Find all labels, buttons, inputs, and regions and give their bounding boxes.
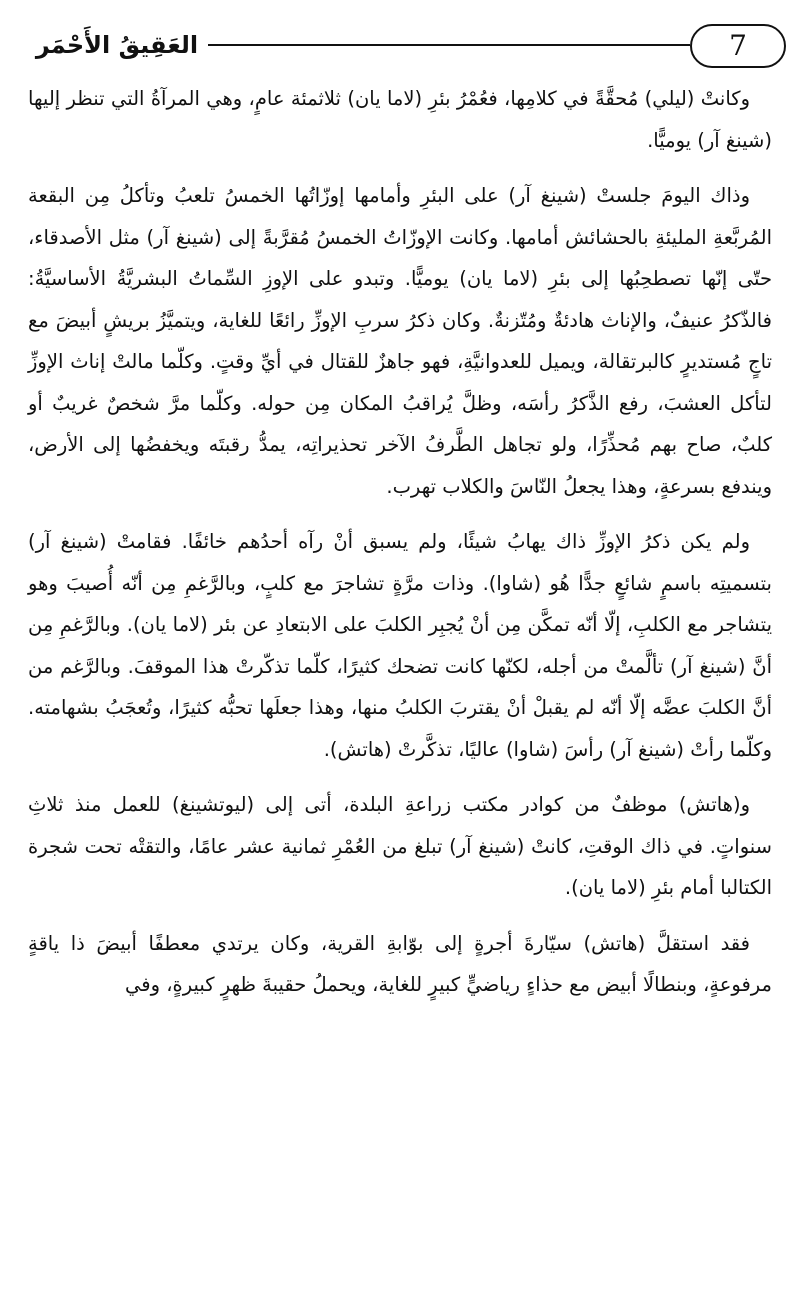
paragraph: و(هاتش) موظفٌ من كوادر مكتب زراعةِ البلدة، أتى إلى (ليوتشينغ) للعمل منذ ثلاثِ سنواتٍ. في ذاك الوقتِ، كانتْ (شينغ آر) تبلغ من العُمْرِ ثمانية عشر عامًا، والتقتْه تحت شجرة الكتالبا أمام بئرِ (لاما يان). — [28, 793, 772, 899]
paragraph: ولم يكن ذكرُ الإوزِّ ذاك يهابُ شيئًا، ولم يسبق أنْ رآه أحدُهم خائفًا. فقامتْ (شينغ آر) بتسميتِه باسمٍ شائعٍ جدًّا هُو (شاوا). وذات مرَّةٍ تشاجرَ مع كلبٍ، وبالرَّغمِ مِن أنّه أُصيبَ وهو يتشاجر مع الكلبِ، إلّا أنّه تمكَّن مِن أنْ يُجبِر الكلبَ على الابتعادِ عن بئر (لاما يان). وبالرَّغمِ مِن أنَّ (شينغ آر) تألَّمتْ من أجله، لكنّها كانت تضحك كثيرًا، كلّما تذكّرتْ هذا الموقفَ. وبالرَّغم من أنَّ الكلبَ عضَّه إلّا أنّه لم يقبلْ أنْ يقتربَ الكلبُ منها، وهذا جعلَها تحبُّه كثيرًا، وتُعجَبُ بشهامته. وكلّما رأتْ (شينغ آر) رأسَ (شاوا) عاليًا، تذكَّرتْ (هاتش). — [28, 530, 772, 761]
header-divider — [208, 44, 690, 46]
paragraph: فقد استقلَّ (هاتش) سيّارةَ أجرةٍ إلى بوّابةِ القرية، وكان يرتدي معطفًا أبيضَ ذا ياقةٍ مرفوعةٍ، وبنطالًا أبيض مع حذاءٍ رياضيٍّ كبيرٍ للغاية، ويحملُ حقيبةَ ظهرٍ كبيرةٍ، وفي — [28, 931, 772, 996]
page-number: 7 — [729, 29, 747, 62]
book-title: العَقِيقُ الأَحْمَر — [35, 31, 199, 59]
page-number-badge — [690, 24, 786, 68]
page-body — [28, 78, 772, 1020]
page-header — [30, 22, 770, 78]
paragraph: وكانتْ (ليلي) مُحقَّةً في كلامِها، فعُمْرُ بئرِ (لاما يان) ثلاثمئة عامٍ، وهي المرآةُ التي تنظر إليها (شينغ آر) يوميًّا. — [28, 87, 772, 152]
paragraph: وذاك اليومَ جلستْ (شينغ آر) على البئرِ وأمامها إوزّاتُها الخمسُ تلعبُ وتأكلُ مِن البقعة المُربَّعةِ المليئةِ بالحشائش أمامها. وكانت الإوزّاتُ الخمسُ مُقرَّبةً إلى (شينغ آر) مثل الأصدقاء، حتّى إنّها تصطحِبُها إلى بئرِ (لاما يان) يوميًّا. وتبدو على الإوزِ السِّماتُ البشريَّةُ الأساسيَّةُ: فالذّكرُ عنيفٌ، والإناث هادئةٌ ومُتّزنةٌ. وكان ذكرُ سربِ الإوزِّ رائعًا للغاية، ويتميَّزُ بريشٍ أبيضَ مع تاجٍ مُستديرٍ كالبرتقالة، ويميل للعدوانيَّةِ، فهو جاهزٌ للقتال في أيِّ وقتٍ. وكلّما مالتْ إناث الإوزِّ لتأكل العشبَ، رفع الذَّكرُ رأسَه، وظلَّ يُراقبُ المكان مِن حوله. وكلّما مرَّ شخصٌ غريبٌ أو كلبٌ، صاح بهم مُحذِّرًا، ولو تجاهل الطَّرفُ الآخر تحذيراتِه، يمدُّ رقبتَه ويخفضُها إلى الأرض، ويندفع بسرعةٍ، وهذا يجعلُ النّاسَ والكلاب تهرب. — [28, 184, 772, 498]
